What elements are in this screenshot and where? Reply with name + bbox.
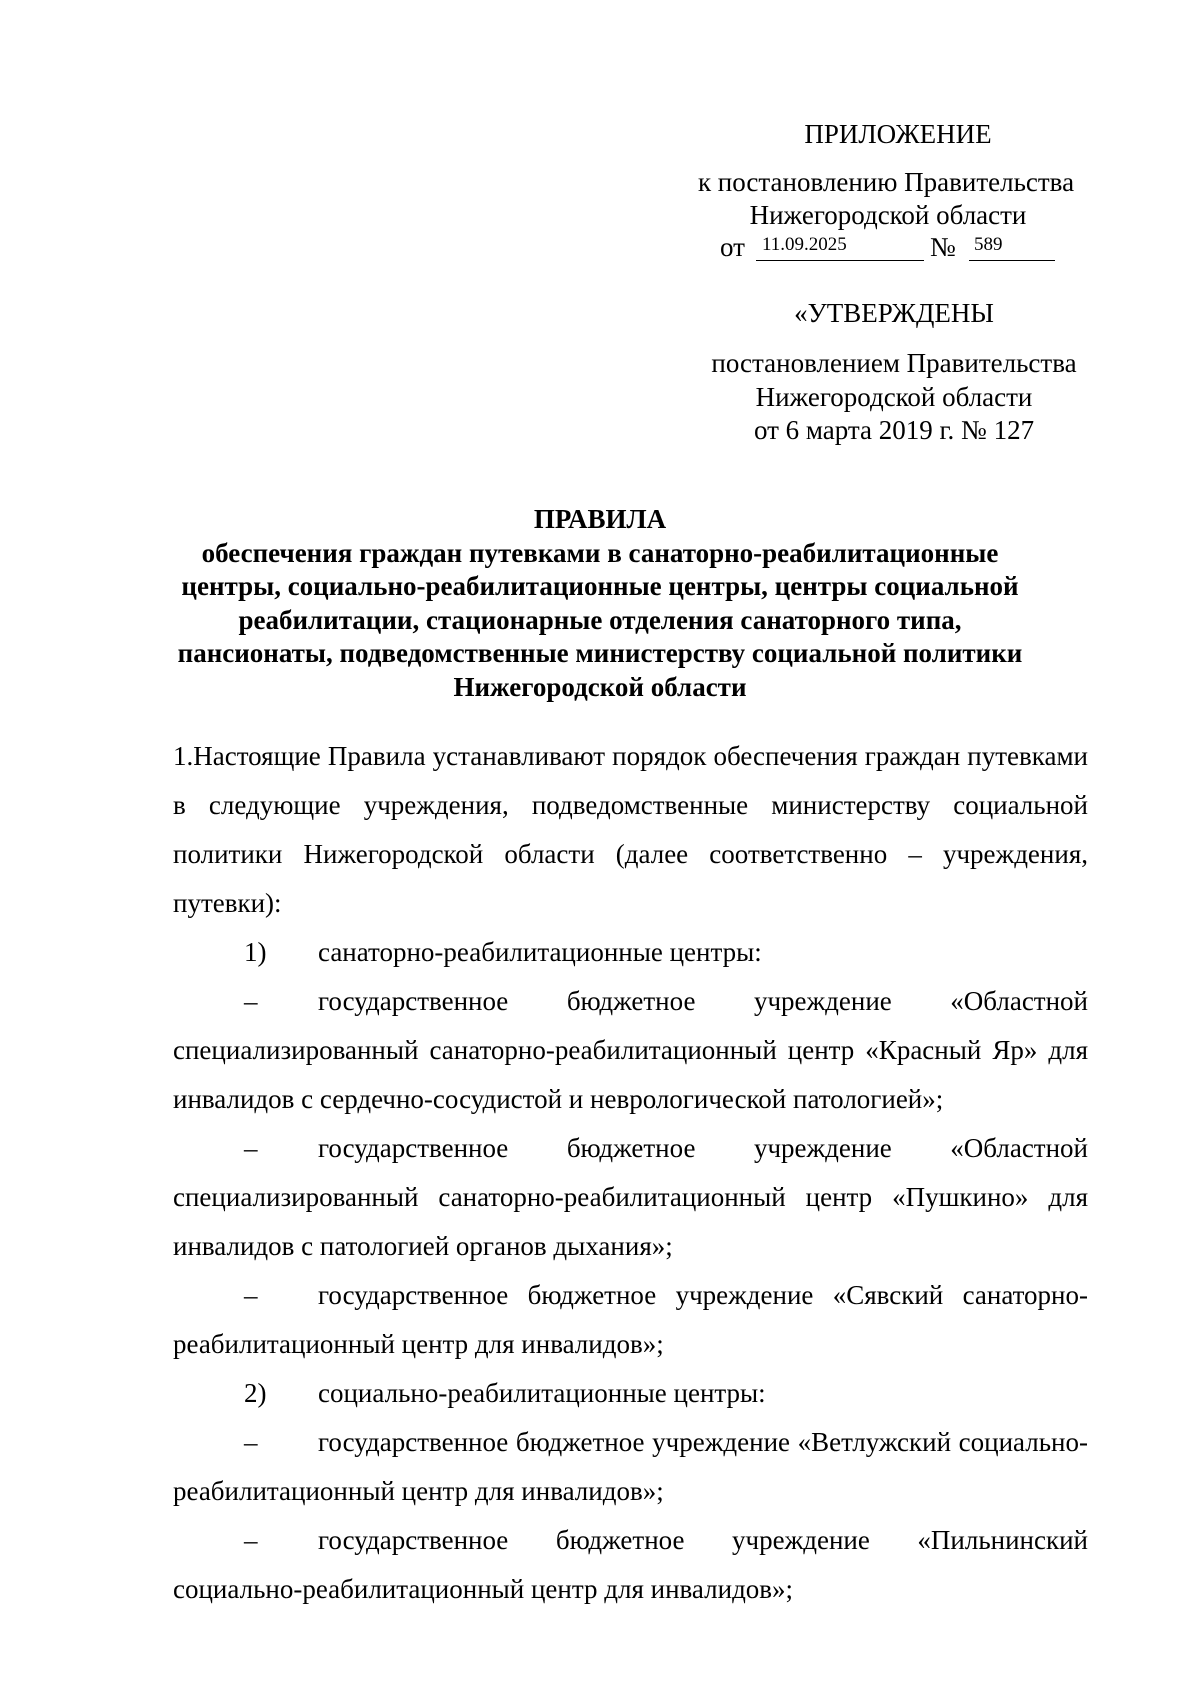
dash-mark: – <box>244 1133 258 1163</box>
paragraph-1 <box>173 732 1088 928</box>
dash-mark: – <box>244 1280 258 1310</box>
decree-number: 589 <box>974 234 1003 255</box>
section-1-item-2-text: государственное бюджетное учреждение «Областной специализированный санаторно-реабилитационный центр «Пушкино» для инвалидов с патологией органов дыхания»; <box>173 1133 1088 1261</box>
dash-mark: – <box>244 1427 258 1457</box>
approval-line-2: Нижегородской области <box>755 382 1033 412</box>
title-line-4: пансионаты, подведомственные министерству социальной политики <box>177 638 1023 668</box>
title-line-2: центры, социально-реабилитационные центры, центры социальной <box>181 571 1019 601</box>
number-label: № <box>930 232 956 262</box>
section-1-text: санаторно-реабилитационные центры: <box>318 937 762 967</box>
section-2-item-1 <box>173 1418 1088 1516</box>
document-body <box>173 732 1088 1614</box>
section-1-item-1 <box>173 977 1088 1124</box>
title-line-1: обеспечения граждан путевками в санаторно-реабилитационные <box>201 537 999 568</box>
section-1-number: 1) <box>244 937 267 967</box>
document-title <box>150 503 1050 704</box>
approval-line-1: постановлением Правительства <box>711 348 1077 378</box>
approved-label: «УТВЕРЖДЕНЫ <box>794 298 994 328</box>
date-underline <box>756 260 924 261</box>
section-2-item-2 <box>173 1516 1088 1614</box>
to-decree-line-1: к постановлению Правительства <box>697 167 1075 197</box>
dash-mark: – <box>244 986 258 1016</box>
section-1-heading <box>173 928 1088 977</box>
section-1-item-2 <box>173 1124 1088 1271</box>
paragraph-1-text: Настоящие Правила устанавливают порядок обеспечения граждан путевками в следующие учреждения, подведомственные министерству социальной политики Нижегородской области (далее соответственно – учреждения, путевки): <box>173 741 1088 918</box>
section-1-item-3-text: государственное бюджетное учреждение «Сявский санаторно-реабилитационный центр для инвалидов»; <box>173 1280 1088 1359</box>
dash-mark: – <box>244 1525 258 1555</box>
to-decree-line-2: Нижегородской области <box>749 200 1027 230</box>
section-2-text: социально-реабилитационные центры: <box>318 1378 766 1408</box>
paragraph-1-number: 1. <box>173 741 194 771</box>
from-label: от <box>720 232 745 262</box>
decree-date-row <box>720 230 1060 266</box>
title-line-3: реабилитации, стационарные отделения санаторного типа, <box>238 604 962 635</box>
approval-line-3: от 6 марта 2019 г. № 127 <box>753 415 1035 445</box>
title-heading: ПРАВИЛА <box>533 504 667 534</box>
section-2-number: 2) <box>244 1378 267 1408</box>
section-1-item-3 <box>173 1271 1088 1369</box>
section-2-heading <box>173 1369 1088 1418</box>
section-2-item-2-text: государственное бюджетное учреждение «Пильнинский социально-реабилитационный центр для инвалидов»; <box>173 1525 1088 1604</box>
section-1-item-1-text: государственное бюджетное учреждение «Областной специализированный санаторно-реабилитационный центр «Красный Яр» для инвалидов с сердечно-сосудистой и неврологической патологией»; <box>173 986 1088 1114</box>
decree-date: 11.09.2025 <box>762 234 847 255</box>
section-2-item-1-text: государственное бюджетное учреждение «Ветлужский социально-реабилитационный центр для инвалидов»; <box>173 1427 1088 1506</box>
title-line-5: Нижегородской области <box>453 671 747 702</box>
number-underline <box>969 260 1055 261</box>
appendix-title: ПРИЛОЖЕНИЕ <box>804 119 992 149</box>
